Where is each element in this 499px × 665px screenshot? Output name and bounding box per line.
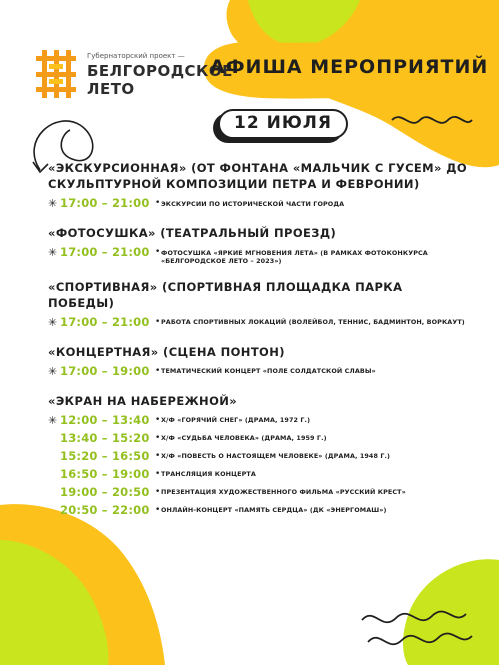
- item-description: ФОТОСУШКА «ЯРКИЕ МГНОВЕНИЯ ЛЕТА» (В РАМКАХ ФОТОКОНКУРСА «БЕЛГОРОДСКОЕ ЛЕТО – 2023»): [161, 248, 428, 265]
- bullet-icon: •: [155, 247, 161, 257]
- bullet-icon: •: [155, 432, 161, 443]
- bullet-icon: •: [155, 365, 161, 376]
- item-description: ЭКСКУРСИИ ПО ИСТОРИЧЕСКОЙ ЧАСТИ ГОРОДА: [161, 199, 345, 208]
- bullet-icon: •: [155, 504, 161, 515]
- asterisk-icon: ✳: [48, 413, 58, 427]
- section-title: «КОНЦЕРТНАЯ» (СЦЕНА ПОНТОН): [48, 344, 285, 359]
- item-time: 15:20 – 16:50: [60, 448, 150, 463]
- section-title: «СПОРТИВНАЯ» (СПОРТИВНАЯ ПЛОЩАДКА ПАРКА ПОБЕДЫ): [48, 279, 403, 310]
- logo-grid-icon: [36, 50, 76, 98]
- bullet-icon: •: [155, 468, 161, 479]
- item-description: ОНЛАЙН-КОНЦЕРТ «ПАМЯТЬ СЕРДЦА» (ДК «ЭНЕРГОМАШ»): [161, 506, 387, 514]
- item-time: 13:40 – 15:20: [60, 430, 150, 445]
- item-description: ТРАНСЛЯЦИЯ КОНЦЕРТА: [161, 470, 256, 478]
- logo-title-line2: ЛЕТО: [87, 80, 135, 98]
- section-sport: [48, 279, 468, 330]
- item-description: ТЕМАТИЧЕСКИЙ КОНЦЕРТ «ПОЛЕ СОЛДАТСКОЙ СЛАВЫ»: [161, 367, 376, 375]
- item-time: 12:00 – 13:40: [60, 412, 150, 427]
- bullet-icon: •: [155, 414, 161, 425]
- schedule-item: [48, 245, 468, 265]
- schedule-item: [48, 413, 468, 428]
- item-time: 17:00 – 21:00: [60, 196, 150, 210]
- logo-pretext: Губернаторский проект —: [87, 52, 185, 60]
- arrow-head: [33, 162, 48, 172]
- asterisk-icon: ✳: [48, 197, 58, 210]
- item-time: 17:00 – 19:00: [60, 363, 150, 378]
- section-excursion: [48, 160, 468, 211]
- schedule-item: [48, 485, 468, 500]
- item-description: Х/Ф «ПОВЕСТЬ О НАСТОЯЩЕМ ЧЕЛОВЕКЕ» (ДРАМА, 1948 Г.): [161, 452, 391, 460]
- item-time: 16:50 – 19:00: [60, 466, 150, 481]
- bullet-icon: •: [155, 450, 161, 461]
- page-title: АФИША МЕРОПРИЯТИЙ: [210, 56, 489, 78]
- item-description: ПРЕЗЕНТАЦИЯ ХУДОЖЕСТВЕННОГО ФИЛЬМА «РУССКИЙ КРЕСТ»: [161, 488, 406, 496]
- bullet-icon: •: [155, 198, 161, 208]
- schedule: [48, 160, 468, 532]
- asterisk-icon: ✳: [48, 246, 58, 259]
- schedule-item: [48, 315, 468, 330]
- asterisk-icon: ✳: [48, 364, 58, 378]
- section-screen: [48, 393, 468, 518]
- item-time: 17:00 – 21:00: [60, 245, 150, 259]
- item-description: РАБОТА СПОРТИВНЫХ ЛОКАЦИЙ (ВОЛЕЙБОЛ, ТЕННИС, БАДМИНТОН, ВОРКАУТ): [161, 318, 465, 326]
- asterisk-icon: ✳: [48, 315, 58, 329]
- schedule-item: [48, 364, 468, 379]
- item-time: 19:00 – 20:50: [60, 484, 150, 499]
- logo-title-line1: БЕЛГОРОДСКОЕ: [87, 62, 233, 80]
- green-blob-bottom-right: [403, 559, 499, 665]
- item-time: 20:50 – 22:00: [60, 502, 150, 517]
- item-description: Х/Ф «ГОРЯЧИЙ СНЕГ» (ДРАМА, 1972 Г.): [161, 416, 311, 424]
- bullet-icon: •: [155, 486, 161, 497]
- item-time: 17:00 – 21:00: [60, 314, 150, 329]
- schedule-item: [48, 196, 468, 211]
- section-photo: [48, 225, 468, 265]
- schedule-item: [48, 449, 468, 464]
- item-description: Х/Ф «СУДЬБА ЧЕЛОВЕКА» (ДРАМА, 1959 Г.): [161, 434, 327, 442]
- section-concert: [48, 344, 468, 379]
- schedule-item: [48, 431, 468, 446]
- schedule-item: [48, 467, 468, 482]
- section-title: «ФОТОСУШКА» (ТЕАТРАЛЬНЫЙ ПРОЕЗД): [48, 226, 337, 240]
- section-title: «ЭКСКУРСИОННАЯ» (ОТ ФОНТАНА «МАЛЬЧИК С ГУСЕМ» ДО СКУЛЬПТУРНОЙ КОМПОЗИЦИИ ПЕТРА И ФЕВРОНИИ): [48, 161, 468, 191]
- date-badge: 12 ИЮЛЯ: [218, 109, 348, 139]
- section-title: «ЭКРАН НА НАБЕРЕЖНОЙ»: [48, 393, 238, 408]
- bullet-icon: •: [155, 316, 161, 327]
- schedule-item: [48, 503, 468, 518]
